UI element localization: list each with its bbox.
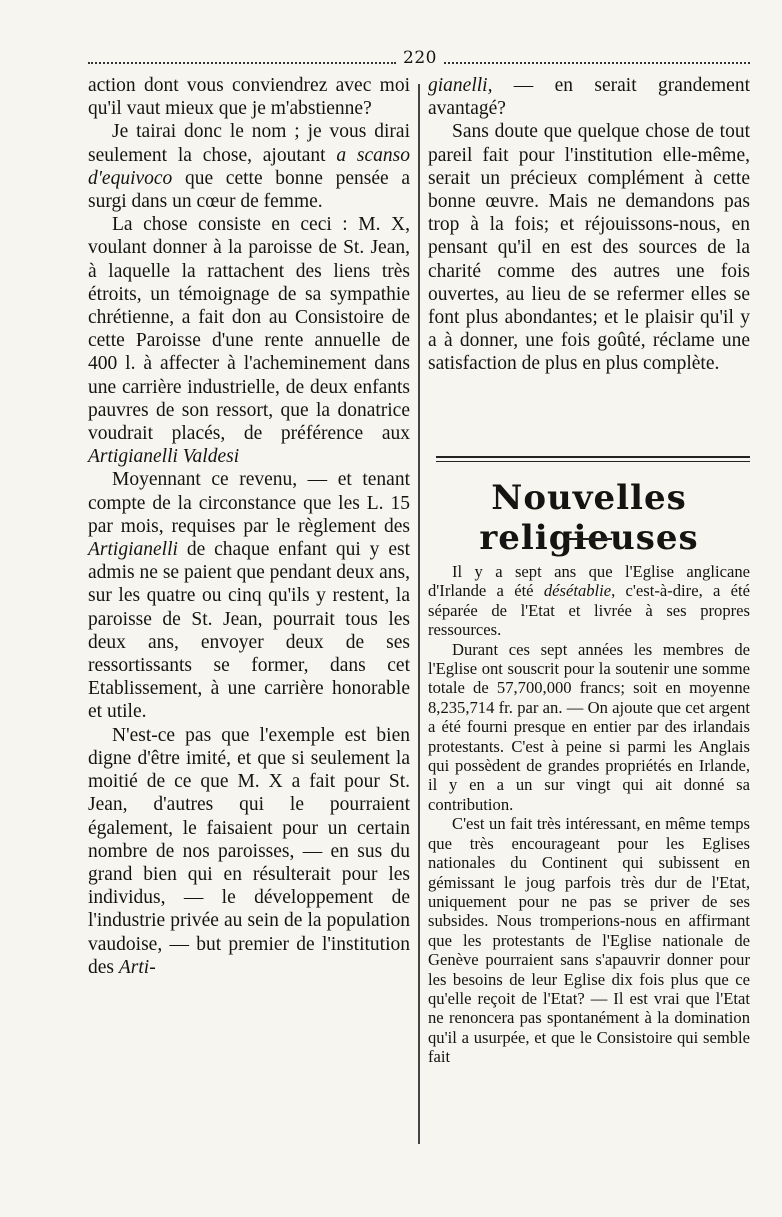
text: Durant ces sept années les membres de l'Eglise ont souscrit pour la soutenir une somme totale de 57,700,000 francs; soit en moyenne 8,235,714 fr. par an. — On ajoute que cet argent a été fourni presque en entier par des irlandais protestants. C'est à peine si parmi les Anglais qui possèdent de grandes propriétés en Irlande, il y en a un sur vingt qui ait donné sa contribution.: [428, 639, 750, 814]
text: que cette bonne pensée a surgi dans un cœur de femme.: [88, 167, 410, 213]
text: Sans doute que quelque chose de tout pareil fait pour l'institution elle-même, serait un précieux complément à cette bonne œuvre. Mais ne demandons pas trop à la fois; et réjouissons-nous, en pensant qu'il en est des sources de la charité comme des autres une fois ouvertes, au lieu de se refermer elles se font plus abondantes; et le plaisir qu'il y a à donner, une fois goûté, réclame une satisfaction de plus en plus complète.: [428, 121, 750, 375]
title-dash: [566, 538, 612, 540]
paragraph-continuation: [88, 74, 410, 120]
text: C'est un fait très intéressant, en même temps que très encourageant pour les Eglises nationales du Continent qui subissent en gémissant le joug parfois très dur de l'Etat, uniquement pour ne pas se priver de ses subsides. Nous tromperions-nous en affirmant que les protestants de l'Eglise nationale de Genève pourraient sans s'apauvrir donner pour les besoins de leur Eglise dix fois plus que ce qu'elle reçoit de l'Etat? — Il est vrai que l'Etat ne renoncera pas spontanément à la domination qu'il a usurpée, et que le Consistoire qui semble fait: [428, 814, 750, 1067]
text: action dont vous conviendrez avec moi qu'il vaut mieux que je m'abstienne?: [88, 75, 410, 120]
news-body: [428, 562, 750, 1067]
italic-phrase: gianelli,: [428, 75, 493, 96]
italic-phrase: désétablie: [543, 581, 612, 601]
text: La chose consiste en ceci : M. X, voulant donner à la paroisse de St. Jean, à laquelle la rattachent des liens très étroits, un témoignage de sa sympathie chrétienne, a fait don au Consistoire de cette Paroisse d'une rente annuelle de 400 l. à affecter à l'acheminement dans une carrière industrielle, de deux enfants pauvres de son ressort, que la donatrice voudrait placés, de préférence aux: [88, 214, 410, 445]
italic-phrase: Artigianelli Valdesi: [88, 446, 240, 468]
section-rule-thick: [436, 456, 750, 458]
left-column: [88, 74, 410, 979]
news-paragraph: [428, 640, 750, 815]
italic-phrase: Arti-: [118, 956, 156, 978]
section-title: Nouvelles religieuses: [479, 478, 699, 558]
header-rule-left: [88, 62, 396, 64]
news-paragraph: [428, 814, 750, 1066]
header-rule-right: [444, 62, 750, 64]
italic-phrase: Artigianelli: [88, 539, 178, 561]
paragraph-continuation: [428, 74, 750, 120]
text: — en serait grandement avantagé?: [428, 75, 750, 120]
page-header: [88, 44, 750, 72]
text: Moyennant ce revenu, — et tenant compte de la circonstance que les L. 15 par mois, requises par le règlement des: [88, 469, 410, 537]
paragraph: [88, 724, 410, 979]
page-number: 220: [403, 48, 437, 68]
news-paragraph: [428, 562, 750, 640]
paragraph: [88, 120, 410, 213]
text: Je tairai donc le nom ; je vous dirai seulement la chose, ajoutant: [88, 121, 410, 166]
text: N'est-ce pas que l'exemple est bien digne d'être imité, et que si seulement la moitié de ce que M. X a fait pour St. Jean, d'autres qui le pourraient également, le faisaient pour un certain nombre de nos paroisses, — en sus du grand bien qui en résulterait pour les individus, — le développement de l'industrie privée au sein de la population vaudoise, — but premier de l'institution des: [88, 724, 410, 978]
paragraph: [88, 213, 410, 468]
section-rule-thin: [436, 461, 750, 462]
text: , c'est-à-dire, a été séparée de l'Etat et livrée à ses propres ressources.: [428, 581, 750, 640]
right-column: [428, 74, 750, 376]
text: de chaque enfant qui y est admis ne se paient que pendant deux ans, sur les quatre ou cinq qu'ils y restent, la paroisse de St. Jean, pourrait tous les deux ans, envoyer deux de ses ressortissants se former, dans cet Etablissement, à une carrière honorable et utile.: [88, 539, 410, 723]
column-divider: [418, 84, 420, 1144]
paragraph: [88, 468, 410, 723]
italic-phrase: a scanso d'equivoco: [88, 144, 410, 189]
text: Il y a sept ans que l'Eglise anglicane d'Irlande a été: [428, 562, 750, 601]
paragraph: [428, 120, 750, 375]
